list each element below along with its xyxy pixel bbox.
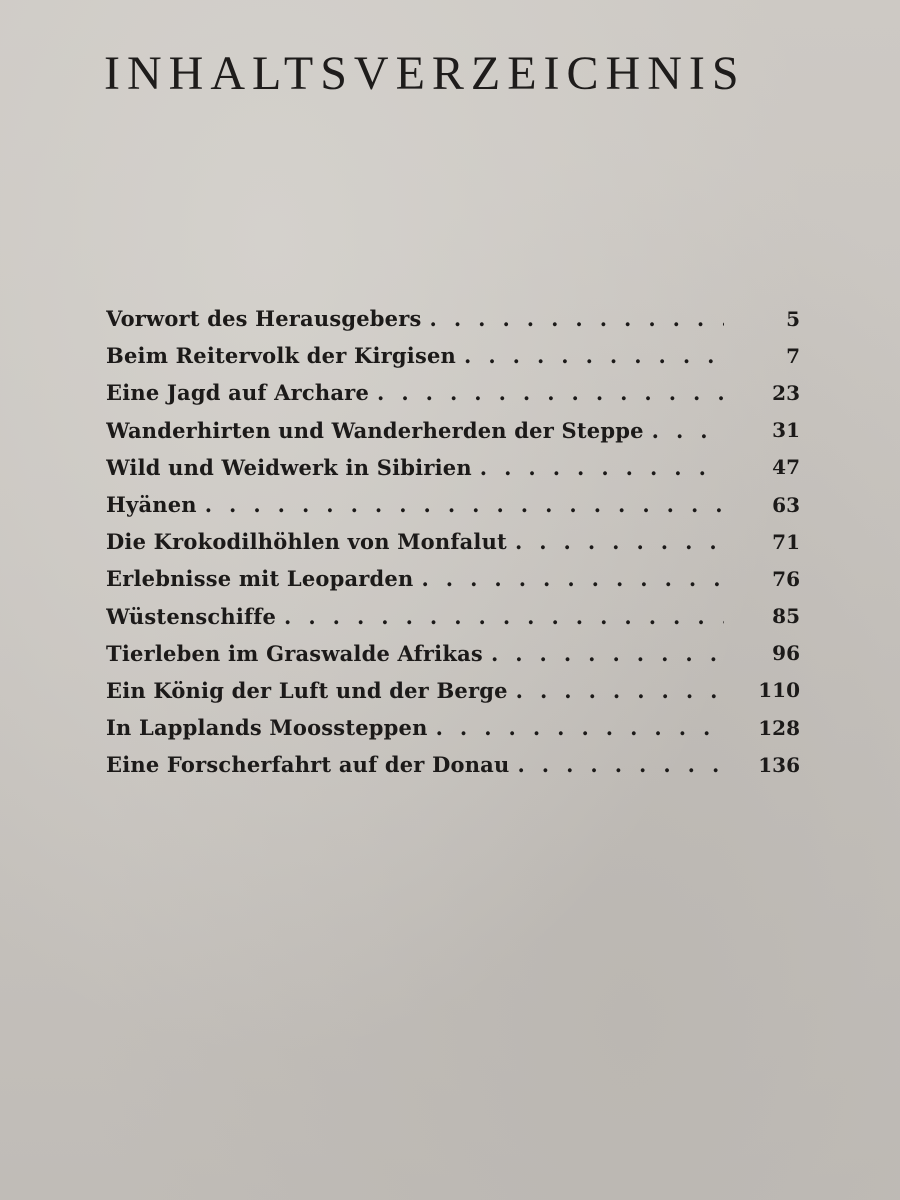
toc-entry-page: 5 [786, 306, 800, 331]
toc-entry-page: 23 [772, 380, 800, 405]
toc-entry-page: 47 [772, 455, 800, 480]
toc-entry [106, 746, 800, 783]
toc-entry-title: Ein König der Luft und der Berge [106, 677, 508, 703]
page-title: INHALTSVERZEICHNIS [104, 47, 746, 100]
dot-leader [422, 306, 724, 331]
toc-entry-page: 71 [772, 529, 800, 554]
toc-entry [106, 300, 800, 337]
toc-entry [106, 598, 800, 635]
toc-entry-title: Die Krokodilhöhlen von Monfalut [106, 529, 507, 555]
toc-entry [106, 709, 800, 746]
toc-entry-page: 31 [772, 418, 800, 443]
toc-entry-page: 136 [758, 752, 800, 777]
dot-leader [472, 455, 724, 480]
toc-entry-title: Wüstenschiffe [106, 603, 277, 629]
dot-leader [428, 715, 724, 740]
dot-leader [276, 604, 724, 629]
toc-entry-page: 76 [772, 566, 800, 591]
toc-entry-page: 128 [758, 715, 800, 740]
toc-entry-title: Tierleben im Graswalde Afrikas [106, 640, 483, 666]
dot-leader [507, 529, 724, 554]
dot-leader [456, 343, 724, 368]
toc-entry [106, 449, 800, 486]
toc-entry [106, 486, 800, 523]
toc-entry-title: Wild und Weidwerk in Sibirien [106, 454, 472, 480]
dot-leader [413, 566, 724, 591]
dot-leader [509, 752, 724, 777]
toc-entry-title: Vorwort des Herausgebers [106, 306, 422, 332]
table-of-contents [106, 300, 800, 783]
toc-entry [106, 635, 800, 672]
toc-entry [106, 412, 800, 449]
toc-entry-title: Eine Jagd auf Archare [106, 380, 370, 406]
toc-entry [106, 337, 800, 374]
dot-leader [197, 492, 724, 517]
toc-entry-page: 96 [772, 641, 800, 666]
toc-entry-page: 110 [758, 678, 800, 703]
dot-leader [508, 678, 724, 703]
toc-entry-page: 63 [772, 492, 800, 517]
toc-entry [106, 560, 800, 597]
toc-entry-title: Hyänen [106, 492, 197, 518]
toc-entry-page: 85 [772, 604, 800, 629]
toc-entry [106, 672, 800, 709]
dot-leader [644, 418, 724, 443]
toc-entry-page: 7 [786, 343, 800, 368]
toc-entry [106, 374, 800, 411]
toc-entry-title: Wanderhirten und Wanderherden der Steppe [106, 417, 644, 443]
toc-entry-title: In Lapplands Moossteppen [106, 715, 428, 741]
dot-leader [483, 641, 724, 666]
toc-entry-title: Erlebnisse mit Leoparden [106, 566, 414, 592]
toc-entry-title: Beim Reitervolk der Kirgisen [106, 343, 457, 369]
toc-entry-title: Eine Forscherfahrt auf der Donau [106, 752, 510, 778]
toc-entry [106, 523, 800, 560]
dot-leader [369, 380, 724, 405]
